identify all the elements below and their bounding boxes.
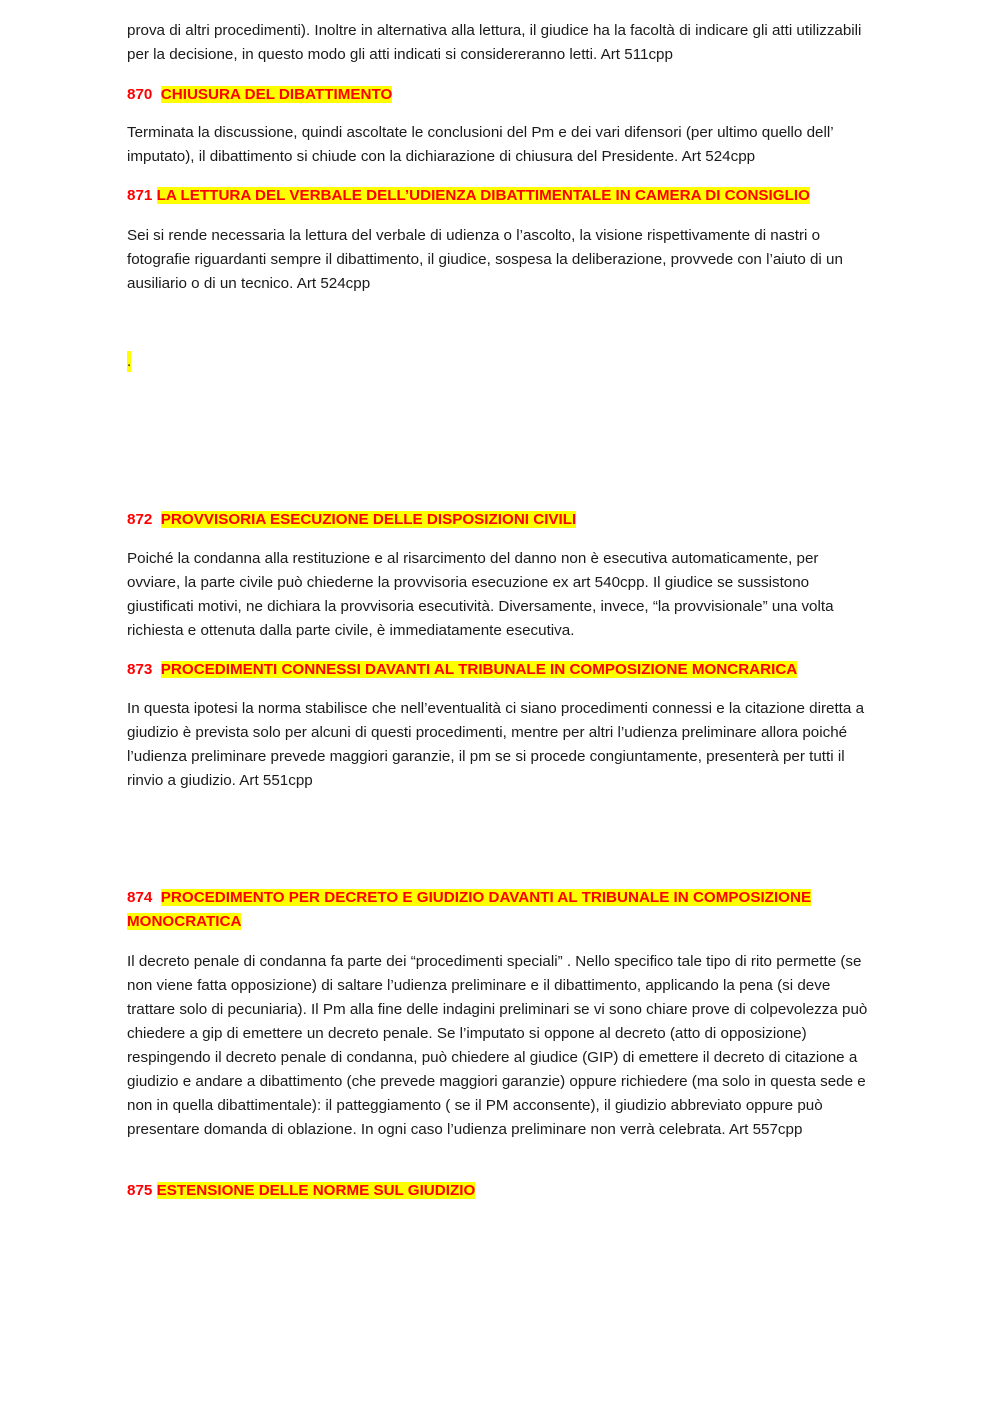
paragraph-872: Poiché la condanna alla restituzione e al risarcimento del danno non è esecutiva automaticamente, per ovviare, la parte civile può chiederne la provvisoria esecuzione ex art 540cpp. Il giudice se sussistono giustificati motivi, ne dichiara la provvisoria esecutività. Diversamente, invece, “la provvisionale” una volta richiesta e ottenuta dalla parte civile, è immediatamente esecutiva. [127, 550, 834, 639]
paragraph-870: Terminata la discussione, quindi ascoltate le conclusioni del Pm e dei vari difensori (per ultimo quello dell’ imputato), il dibattimento si chiude con la dichiarazione di chiusura del Presidente. Art 524cpp [127, 124, 834, 165]
heading-873 [127, 658, 869, 682]
heading-874 [127, 886, 869, 934]
heading-title: LA LETTURA DEL VERBALE DELL’UDIENZA DIBATTIMENTALE IN CAMERA DI CONSIGLIO [156, 187, 810, 204]
heading-872 [127, 508, 869, 532]
paragraph-871: Sei si rende necessaria la lettura del verbale di udienza o l’ascolto, la visione rispettivamente di nastri o fotografie riguardanti sempre il dibattimento, il giudice, sospesa la deliberazione, provvede con l’aiuto di un ausiliario o di un tecnico. Art 524cpp [127, 227, 843, 292]
paragraph-intro: prova di altri procedimenti). Inoltre in alternativa alla lettura, il giudice ha la facoltà di indicare gli atti utilizzabili per la decisione, in questo modo gli atti indicati si considereranno letti. Art 511cpp [127, 22, 862, 63]
heading-title-line-2: MONOCRATICA [127, 913, 242, 930]
heading-number: 875 [127, 1182, 153, 1199]
heading-title: ESTENSIONE DELLE NORME SUL GIUDIZIO [156, 1182, 476, 1199]
heading-title: PROVVISORIA ESECUZIONE DELLE DISPOSIZIONI CIVILI [160, 511, 577, 528]
heading-number: 871 [127, 187, 153, 204]
paragraph-874: Il decreto penale di condanna fa parte dei “procedimenti speciali” . Nello specifico tale tipo di rito permette (se non viene fatta opposizione) di saltare l’udienza preliminare e il dibattimento, applicando la pena (si deve trattare solo di pecuniaria). Il Pm alla fine delle indagini preliminari se vi sono chiare prove di colpevolezza può chiedere a gip di emettere un decreto penale. Se l’imputato si oppone al decreto (atto di opposizione) respingendo il decreto penale di condanna, può chiedere al giudice (GIP) di emettere il decreto di citazione a giudizio e andare a dibattimento (che prevede maggiori garanzie) oppure richiedere (ma solo in questa sede e non in quella dibattimentale): il patteggiamento ( se il PM acconsente), il giudizio abbreviato oppure può presentare domanda di oblazione. In ogni caso l’udienza preliminare non verrà celebrata. Art 557cpp [127, 953, 868, 1138]
heading-number: 870 [127, 86, 153, 103]
heading-875 [127, 1179, 869, 1203]
heading-number: 872 [127, 511, 153, 528]
heading-870 [127, 83, 869, 107]
heading-number: 873 [127, 661, 153, 678]
highlighted-dot: . [127, 353, 132, 370]
paragraph-873: In questa ipotesi la norma stabilisce che nell’eventualità ci siano procedimenti connessi e la citazione diretta a giudizio è prevista solo per alcuni di questi procedimenti, mentre per altri l’udienza preliminare allora poiché l’udienza preliminare prevede maggiori garanzie, il pm se si procede congiuntamente, presenterà per tutti il rinvio a giudizio. Art 551cpp [127, 700, 865, 789]
heading-title: CHIUSURA DEL DIBATTIMENTO [160, 86, 393, 103]
heading-871 [127, 184, 869, 208]
heading-title: PROCEDIMENTI CONNESSI DAVANTI AL TRIBUNALE IN COMPOSIZIONE MONCRARICA [160, 661, 798, 678]
heading-title-line-1: PROCEDIMENTO PER DECRETO E GIUDIZIO DAVANTI AL TRIBUNALE IN COMPOSIZIONE [160, 889, 812, 906]
heading-number: 874 [127, 889, 153, 906]
